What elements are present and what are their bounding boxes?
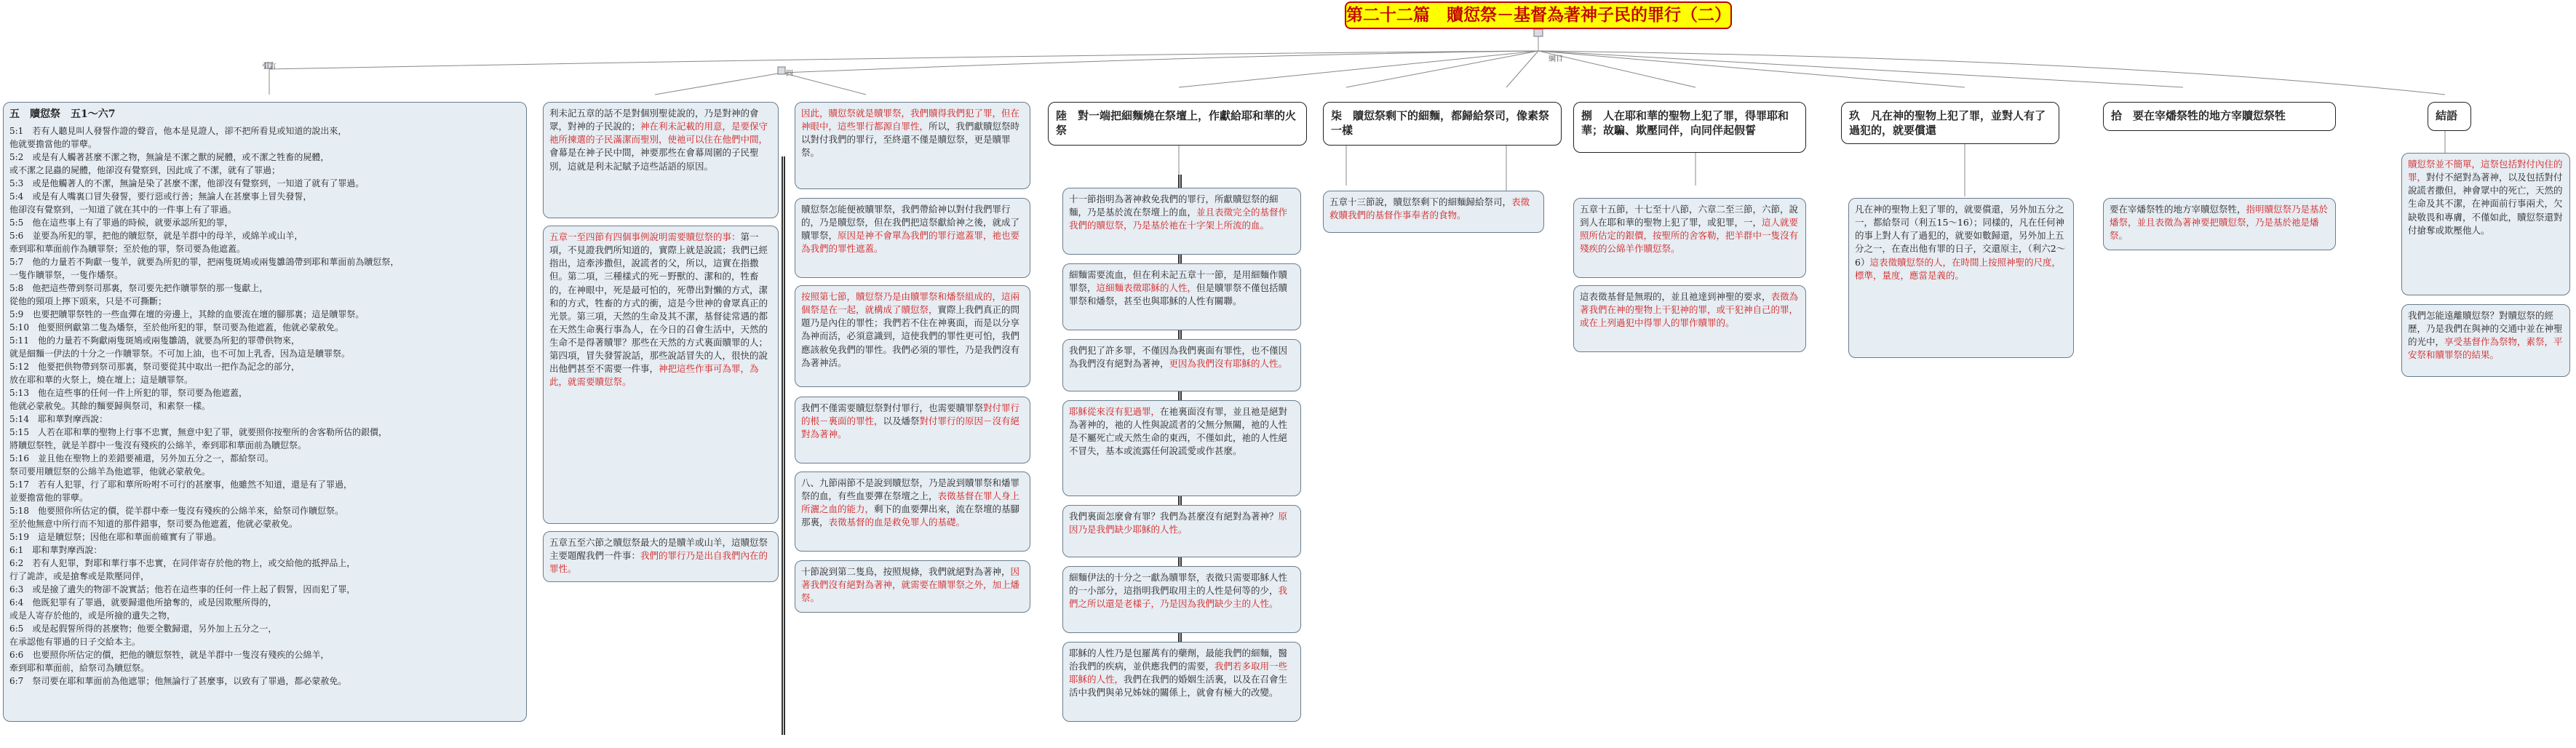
scripture-line: 5:10 他要照例獻第二隻為燔祭，至於他所犯的罪，祭司要為他遮蓋，他就必蒙赦免。 bbox=[9, 322, 343, 333]
outline-header-6[interactable]: 陸 對一端把細麵燒在祭壇上，作獻給耶和華的火祭 bbox=[1048, 102, 1307, 146]
scripture-line: 他就必蒙赦免。其餘的麵要歸與祭司，和素祭一樣。 bbox=[9, 401, 211, 411]
scripture-line: 將贖愆祭牲，就是羊群中一隻沒有殘疾的公綿羊，牽到耶和華面前為贖愆祭。 bbox=[9, 440, 307, 450]
col-g-note[interactable] bbox=[2103, 198, 2336, 250]
col-e-note[interactable] bbox=[1573, 198, 1806, 278]
col-c-note[interactable] bbox=[1062, 505, 1301, 557]
note-text: 凡在神的聖物上犯了罪的，就要償還，另外加五分之一，都給祭司（利五15～16）；同樣的，凡在任何神的事上對人有了過犯的，就要如數歸還，另外加上五分之一，在查出他有罪的日子，交還原主，（利六2～6） bbox=[1855, 204, 2066, 268]
note-red: 並且表徵完全的基督作我們的贖愆祭，乃是基於祂在十字架上所流的血。 bbox=[1069, 207, 1288, 231]
scripture-line: 牽到耶和華面前，給祭司為贖愆祭。 bbox=[9, 663, 150, 673]
note-red: 原因是神不會單為我們的罪行遮蓋罪，祂也要為我們的罪性遮蓋。 bbox=[801, 230, 1020, 255]
scripture-line: 行了詭詐，或是搶奪或是欺壓同伴， bbox=[9, 571, 150, 581]
scripture-reading-box bbox=[3, 102, 527, 722]
note-text: 八、九節兩節不是說到贖愆祭，乃是說到贖罪祭和燔罪祭的血，有些血要彈在祭壇之上， bbox=[801, 477, 1020, 502]
col-a-note[interactable] bbox=[543, 102, 779, 218]
note-tail: 會幕是在神子民中間，神要那些在會幕周圍的子民聖別，這就是利未記賦予這些話語的原因。 bbox=[549, 147, 759, 172]
note-text: 要在宰燔祭牲的地方宰贖愆祭牲， bbox=[2110, 204, 2246, 215]
scripture-line: 5:2 或是有人觸著甚麼不潔之物，無論是不潔之獸的屍體，或不潔之牲畜的屍體， bbox=[9, 152, 330, 162]
note-red: 贖愆祭並不簡單，這祭包括對付內住的罪， bbox=[2408, 159, 2563, 183]
note-red2: 表徵基督的血是救免罪人的基礎。 bbox=[828, 517, 966, 528]
scripture-line: 5:12 他要把供物帶到祭司那裏，祭司要從其中取出一把作為記念的部分， bbox=[9, 362, 300, 372]
col-f-note[interactable] bbox=[1848, 198, 2074, 358]
scripture-line: 5:16 並且他在聖物上的差錯要補還，另外加五分之一，都給祭司。 bbox=[9, 453, 274, 463]
col-b-note[interactable] bbox=[795, 198, 1030, 278]
note-text: 細麵需要流血，但在利未記五章十一節，是用細麵作贖罪祭， bbox=[1069, 269, 1288, 294]
note-red: 神在利未記載的用意，是要保守祂所揀選的子民滿潔而聖別，使祂可以住在他們中間， bbox=[549, 121, 768, 146]
scripture-line: 5:14 耶和華對摩西說： bbox=[9, 414, 108, 424]
note-red: 這表徵贖愆祭的人，在時間上按照神聖的尺度，標準，量度，應當是義的。 bbox=[1855, 256, 2061, 281]
scripture-line: 6:5 或是起假誓所得的甚麼物；他要全數歸還，另外加上五分之一， bbox=[9, 624, 277, 634]
mindmap-title: 第二十二篇 贖愆祭－基督為著神子民的罪行（二） bbox=[1345, 1, 1732, 29]
note-red: 五章一至四節有四個事例說明需要贖愆祭的事： bbox=[549, 231, 741, 242]
note-text: 十一節指明為著神救免我們的罪行，所獻贖愆祭的細麵，乃是基於流在祭壇上的血， bbox=[1069, 194, 1279, 218]
note-text: 十節說到第二隻鳥，按照規條，我們就絕對為著神， bbox=[801, 566, 1011, 577]
note-tail: 以及燔祭 bbox=[883, 415, 920, 427]
scripture-lines bbox=[9, 124, 520, 688]
scripture-line: 他卻沒有覺察到，一知道了就在其中的一件事上有了罪過。 bbox=[9, 204, 237, 215]
branch-label-outline: 綱目 bbox=[1549, 55, 1563, 63]
note-red2: 神把這些作事可為罪，為此，就需要贖愆祭。 bbox=[549, 363, 759, 388]
scripture-line: 在承認他有罪過的日子交給本主。 bbox=[9, 637, 141, 647]
scripture-line: 5:9 也要把贖罪祭牲的一些血彈在壇的旁邊上，其餘的血要流在壇的腳那裏；這是贖罪祭。 bbox=[9, 309, 365, 319]
col-b-note[interactable] bbox=[795, 560, 1030, 613]
scripture-line: 6:1 耶和華對摩西說： bbox=[9, 545, 103, 555]
note-red: 我們的罪行乃是出自我們內在的罪性。 bbox=[549, 550, 768, 575]
col-b-note[interactable] bbox=[795, 102, 1030, 189]
col-a-note[interactable] bbox=[543, 226, 779, 524]
scripture-line: 或不潔之昆蟲的屍體，他卻沒有覺察到，因此成了不潔，就有了罪過； bbox=[9, 165, 281, 175]
scripture-line: 5:17 若有人犯罪，行了耶和華所吩咐不可行的甚麼事，他雖然不知道，還是有了罪過， bbox=[9, 480, 352, 490]
note-red: 這人就要照所估定的銀價，按聖所的舍客勒，把羊群中一隻沒有殘疾的公綿羊作贖愆祭。 bbox=[1580, 217, 1799, 255]
col-h-note[interactable] bbox=[2401, 153, 2570, 295]
scripture-line: 至於他無意中所行而不知道的那件錯事，祭司要為他遮蓋，他就必蒙赦免。 bbox=[9, 519, 298, 529]
scripture-line: 5:7 他的力量若不夠獻一隻羊，就要為所犯的罪，把兩隻斑鳩或兩隻雛鴿帶到耶和華面前為贖愆祭， bbox=[9, 257, 399, 267]
note-text: 細麵伊法的十分之一獻為贖罪祭，表徵只需要耶穌人性的一小部分，這指明我們取用主的人性是何等的少， bbox=[1069, 572, 1288, 597]
note-text: 我們裏面怎麼會有罪？我們為甚麼沒有絕對為著神？ bbox=[1069, 511, 1279, 522]
branch-label-intro: 引言 bbox=[262, 63, 277, 71]
scripture-line: 5:3 或是他觸著人的不潔，無論是染了甚麼不潔，他卻沒有覺察到，一知道了就有了罪過。 bbox=[9, 178, 365, 188]
note-text: 贖愆祭怎能便被贖罪祭，我們帶給神以對付我們罪行的，乃是贖愆祭，但在我們把這祭獻給神之後，就成了贖罪祭， bbox=[801, 204, 1020, 242]
note-red: 更因為我們沒有耶穌的人性。 bbox=[1169, 358, 1288, 370]
scripture-line: 祭司要用贖愆祭的公綿羊為他遮罪，他就必蒙赦免。 bbox=[9, 466, 211, 477]
col-c-note[interactable] bbox=[1062, 642, 1301, 722]
note-red: 我們若多取用一些耶穌的人性， bbox=[1069, 661, 1288, 685]
scripture-heading: 五 贖愆祭 五1～六7 bbox=[9, 108, 116, 120]
outline-header-conclusion[interactable]: 結語 bbox=[2428, 102, 2471, 131]
scripture-line: 5:1 若有人聽見叫人發誓作證的聲音，他本是見證人，卻不把所看見或知道的說出來， bbox=[9, 126, 347, 136]
note-red: 原因乃是我們缺少耶穌的人性。 bbox=[1069, 511, 1288, 536]
col-c-note[interactable] bbox=[1062, 400, 1301, 496]
note-red: 因此，贖愆祭就是贖罪祭，我們贖得我們犯了罪，但在神眼中，這些罪行都源自罪性， bbox=[801, 108, 1020, 132]
scripture-line: 牽到耶和華面前作為贖罪祭；至於他的罪，祭司要為他遮蓋。 bbox=[9, 244, 246, 254]
scripture-line: 他就要擔當他的罪孽。 bbox=[9, 139, 98, 149]
scripture-line: 5:5 他在這些事上有了罪過的時候，就要承認所犯的罪， bbox=[9, 218, 234, 228]
note-red: 我們之所以還是老樣子，乃是因為我們缺少主的人性。 bbox=[1069, 585, 1288, 610]
branch-label-small: 四 bbox=[786, 70, 793, 78]
note-text: 我們怎能遠離贖愆祭？對贖愆祭的經歷，乃是我們在與神的交通中並在神聖的光中， bbox=[2408, 310, 2563, 348]
note-text: 五章五至六節之贖愆祭最大的是贖羊或山羊，這贖愆祭主要題醒我們一件事： bbox=[549, 537, 768, 562]
note-red: 按照第七節，贖愆祭乃是由贖罪祭和燔祭組成的，這兩個祭是在一起，就構成了贖愆祭， bbox=[801, 291, 1020, 316]
col-e-note[interactable] bbox=[1573, 285, 1806, 352]
outline-header-7[interactable]: 柒 贖愆祭剩下的細麵，都歸給祭司，像素祭一樣 bbox=[1323, 102, 1562, 146]
note-red: 對付罪行的根－裏面的罪性， bbox=[801, 402, 1020, 427]
col-c-note[interactable] bbox=[1062, 566, 1301, 633]
note-text: 這表徵基督是無瑕的，並且祂達到神聖的要求， bbox=[1580, 291, 1771, 302]
scripture-line: 5:8 他把這些帶到祭司那裏，祭司要先把作贖罪祭的那一隻獻上， bbox=[9, 283, 269, 293]
scripture-line: 5:4 或是有人嘴裏口冒失發誓，要行惡或行善；無論人在甚麼事上冒失發誓， bbox=[9, 191, 312, 202]
col-c-note[interactable] bbox=[1062, 263, 1301, 330]
note-text: 耶穌的人性乃是包羅萬有的藥劑，最能我們的細麵，醫治我們的疾病，並供應我們的需要， bbox=[1069, 648, 1288, 672]
scripture-line: 並要擔當他的罪孽。 bbox=[9, 493, 89, 503]
note-red: 因著我們沒有絕對為著神，就需要在贖罪祭之外，加上燔祭。 bbox=[801, 566, 1020, 604]
col-c-note[interactable] bbox=[1062, 339, 1301, 391]
scripture-line: 從他的頸項上擰下頭來，只是不可撕斷； bbox=[9, 296, 167, 306]
scripture-line: 或是人寄存於他的，或是所撿的遺失之物， bbox=[9, 610, 176, 621]
scripture-line: 6:6 也要照你所估定的價，把他的贖愆祭牲，就是羊群中一隻沒有殘疾的公綿羊， bbox=[9, 650, 330, 660]
outline-header-9[interactable]: 玖 凡在神的聖物上犯了罪，並對人有了過犯的，就要償還 bbox=[1841, 102, 2059, 144]
scripture-line: 6:4 他既犯罪有了罪過，就要歸還他所搶奪的，或是因欺壓所得的， bbox=[9, 597, 277, 608]
scripture-line: 5:19 這是贖愆祭；因他在耶和華面前確實有了罪過。 bbox=[9, 532, 221, 542]
note-tail: 所以，我們獻贖愆祭時以對付我們的罪行，至終還不僅是贖愆祭，更是贖罪祭。 bbox=[801, 121, 1020, 159]
outline-header-10[interactable]: 拾 要在宰燔祭牲的地方宰贖愆祭牲 bbox=[2103, 102, 2336, 131]
note-text: 我們犯了許多罪，不僅因為我們裏面有罪性，也不僅因為我們沒有絕對為著神， bbox=[1069, 345, 1288, 370]
note-red: 表徵為著我們在神的聖物上干犯神的罪，或干犯神自己的罪，或在上列過犯中得罪人的罪作贖罪的。 bbox=[1580, 291, 1799, 329]
scripture-line: 5:13 他在這些事的任何一件上所犯的罪，祭司要為他遮蓋， bbox=[9, 388, 247, 398]
scripture-line: 6:3 或是撿了遺失的物卻不說實話；他若在這些事的任何一件上起了假誓，因而犯了罪， bbox=[9, 584, 356, 594]
col-d-note[interactable] bbox=[1323, 191, 1544, 233]
col-b-note[interactable] bbox=[795, 397, 1030, 463]
note-red: 耶穌從來沒有犯過罪， bbox=[1069, 406, 1161, 417]
note-red2: 對付罪行的原因－沒有絕對為著神。 bbox=[801, 415, 1020, 440]
note-tail: 第一項，不見證我們所知道的，實際上就是說謊；我們已經指出，這牽涉撒但，說謊者的父，所以，這實在指撒但。第二項，三種樣式的死－野獸的、潔和的，牲畜的，在神眼中，死是最可怕的，死帶出對懶的方式，潔和的方式，牲畜的方式的衝，這是今世神的會眾真正的光景。第三項，天然的生命及其不潔，基督徒常遇的都在天然生命裏行事為人，在今日的召會生活中，天然的生命不是得著贖罪？那些在天然的方式裏面贖罪的人；第四項，冒失發誓說話，那些說話冒失的人，很快的說出他們甚至不需要一件事， bbox=[549, 231, 768, 375]
note-tail: 對付不絕對為著神，以及包括對付說謊者撒但，神會眾中的死亡，天然的生命及其不潔，在神面前行事兩犬，欠缺敬畏和專膚，不僅如此，贖愆祭還對付搶奪或欺壓他人。 bbox=[2408, 172, 2563, 236]
note-red: 表徵救贖我們的基督作事奉者的食物。 bbox=[1329, 196, 1530, 221]
note-tail: 但是贖罪祭不僅包括贖罪祭和燔祭，甚至也與耶穌的人性有關聯。 bbox=[1069, 282, 1288, 307]
scripture-line: 5:6 並要為所犯的罪，把他的贖愆祭，就是羊群中的母羊，或綿羊或山羊， bbox=[9, 231, 303, 241]
col-a-note[interactable] bbox=[543, 531, 779, 582]
col-h-note[interactable] bbox=[2401, 304, 2570, 377]
note-tail: 實際上我們真正的問題乃是內住的罪性；我們若不住在神裏面，而是以分享為神而活，必須意識到，這使我們的罪性更可怕，我們應該赦免我們的罪性。我們必須的罪性，乃是我們沒有為著神活。 bbox=[801, 304, 1020, 368]
note-tail: 我們在我們的婚姻生活裏，以及在召會生活中我們與弟兄姊妹的關係上，就會有極大的改變。 bbox=[1069, 674, 1288, 699]
scripture-line: 5:15 人若在耶和華的聖物上行事不忠實，無意中犯了罪，就要照你按聖所的舍客勒所估的銀價， bbox=[9, 427, 387, 437]
note-text: 五章十三節說，贖愆祭剩下的細麵歸給祭司， bbox=[1329, 196, 1512, 207]
note-tail: 剩下的血要彈出來，流在祭壇的基腳那裏， bbox=[801, 504, 1020, 528]
note-text: 利未記五章的話不是對個別聖徒說的，乃是對神的會眾，對神的子民說的； bbox=[549, 108, 759, 132]
outline-header-8[interactable]: 捌 人在耶和華的聖物上犯了罪，得罪耶和華；故騙、欺壓同伴，向同伴起假誓 bbox=[1573, 102, 1806, 153]
note-red: 享受基督作為祭物，素祭，平安祭和贖罪祭的結果。 bbox=[2408, 336, 2563, 361]
scripture-line: 放在耶和華的火祭上，燒在壇上；這是贖罪祭。 bbox=[9, 375, 194, 385]
scripture-line: 5:18 他要照你所估定的價，從羊群中牽一隻沒有殘疾的公綿羊來，給祭司作贖愆祭。 bbox=[9, 506, 343, 516]
col-c-note[interactable] bbox=[1062, 188, 1301, 255]
note-text: 我們不僅需要贖愆祭對付罪行，也需要贖罪祭 bbox=[801, 402, 984, 413]
col-b-note[interactable] bbox=[795, 472, 1030, 552]
col-b-note[interactable] bbox=[795, 285, 1030, 387]
note-red: 指明贖愆祭乃是基於燔祭，並且表徵為著神要把贖愆祭，乃是基於祂是燔祭。 bbox=[2110, 204, 2329, 242]
scripture-line: 6:7 祭司要在耶和華面前為他遮罪；他無論行了甚麼事，以致有了罪過，都必蒙赦免。 bbox=[9, 676, 347, 686]
note-red: 這細麵表徵耶穌的人性， bbox=[1096, 282, 1197, 294]
scripture-line: 6:2 若有人犯罪，對耶和華行事不忠實，在同伴寄存於他的物上，或交給他的抵押品上， bbox=[9, 558, 356, 568]
scripture-line: 就是細麵一伊法的十分之一作贖罪祭。不可加上油，也不可加上乳香，因為這是贖罪祭。 bbox=[9, 349, 351, 359]
note-text: 五章十五節，十七至十八節，六章二至三節，六節，說到人在耶和華的聖物上犯了罪，或犯罪，一， bbox=[1580, 204, 1799, 228]
scripture-line: 5:11 他的力量若不夠獻兩隻斑鳩或兩隻雛鴿，就要為所犯的罪帶供物來， bbox=[9, 335, 300, 346]
note-red: 表徵基督在罪人身上所灑之血的能力， bbox=[801, 490, 1020, 515]
scripture-line: 一隻作贖罪祭，一隻作燔祭。 bbox=[9, 270, 124, 280]
note-tail: 在祂裏面沒有罪，並且祂是絕對為著神的，祂的人性與說謊者的父無分無關，祂的人性是不屬死亡或天然生命的東西，不僅如此，祂的人性絕不冒失，基本或流露任何說謊愛或作甚麼。 bbox=[1069, 406, 1288, 457]
